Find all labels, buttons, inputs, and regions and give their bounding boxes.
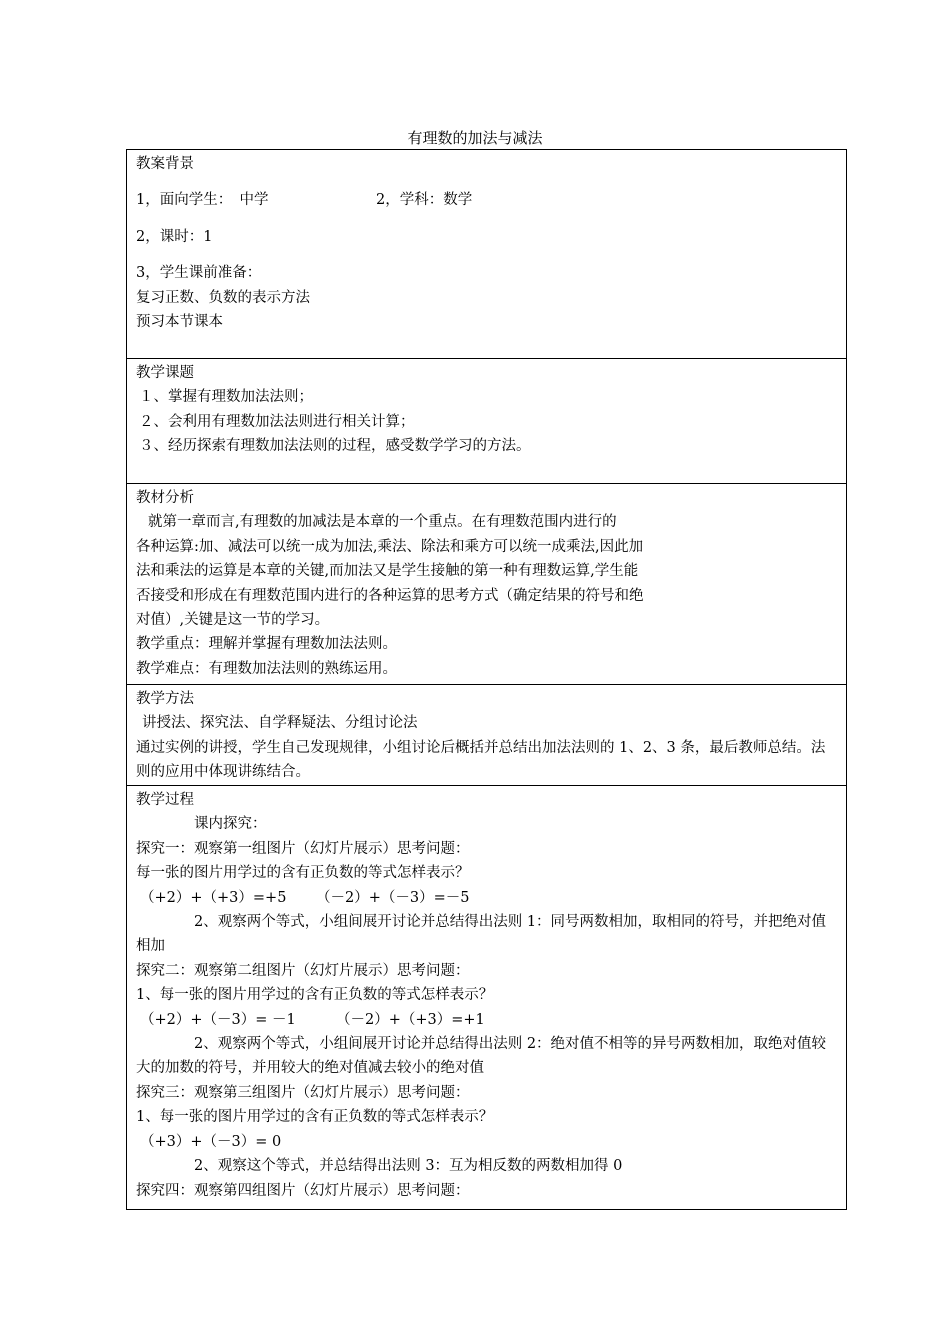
- prep-heading: 3，学生课前准备：: [136, 265, 262, 282]
- process-intro: 课内探究：: [194, 816, 267, 833]
- topic-item: ３、经历探索有理数加法法则的过程，感受数学学习的方法。: [139, 438, 531, 455]
- analysis-line: 否接受和形成在有理数范围内进行的各种运算的思考方式（确定结果的符号和绝: [136, 587, 644, 604]
- topic-item: １、掌握有理数加法法则；: [139, 389, 313, 406]
- equation: （+3）+（－3）= 0: [140, 1133, 282, 1150]
- section-heading: 教学方法: [136, 691, 194, 707]
- explore-question: 每一张的图片用学过的含有正负数的等式怎样表示？: [136, 865, 470, 882]
- section-topic: [127, 358, 846, 483]
- prep-item: 复习正数、负数的表示方法: [136, 289, 310, 306]
- subject: 2，学科：数学: [376, 192, 473, 209]
- method-list: 讲授法、探究法、自学释疑法、分组讨论法: [142, 715, 418, 732]
- analysis-line: 就第一章而言,有理数的加减法是本章的一个重点。在有理数范围内进行的: [148, 514, 617, 531]
- explore-title: 探究一：观察第一组图片（幻灯片展示）思考问题：: [136, 840, 470, 857]
- method-description: 通过实例的讲授，学生自己发现规律，小组讨论后概括并总结出加法法则的 1、2、3 条，最后教师总结。法则的应用中体现讲练结合。: [136, 739, 826, 781]
- section-heading: 教材分析: [136, 490, 194, 506]
- explore-rule: 2、观察两个等式，小组间展开讨论并总结得出法则 2：绝对值不相等的异号两数相加，取绝对值较大的加数的符号，并用较大的绝对值减去较小的绝对值: [136, 1036, 827, 1077]
- section-heading: 教案背景: [136, 156, 194, 172]
- prep-item: 预习本节课本: [136, 314, 223, 331]
- page-title: 有理数的加法与减法: [407, 129, 543, 147]
- explore-rule: 2、观察这个等式，并总结得出法则 3：互为相反数的两数相加得 0: [194, 1158, 623, 1175]
- equation: （－2）+（+3）=+1: [336, 1011, 485, 1028]
- section-heading: 教学课题: [136, 365, 194, 381]
- section-method: [127, 684, 846, 785]
- equation: （+2）+（+3）=+5: [140, 889, 287, 906]
- difficulty: 教学难点：有理数加法法则的熟练运用。: [136, 660, 397, 677]
- section-analysis: [127, 483, 846, 684]
- explore-question: 1、每一张的图片用学过的含有正负数的等式怎样表示？: [136, 1109, 494, 1126]
- explore-title: 探究四：观察第四组图片（幻灯片展示）思考问题：: [136, 1182, 470, 1199]
- key-point: 教学重点：理解并掌握有理数加法法则。: [136, 636, 397, 653]
- section-heading: 教学过程: [136, 792, 194, 808]
- topic-item: ２、会利用有理数加法法则进行相关计算；: [139, 413, 415, 430]
- explore-rule: 2、观察两个等式，小组间展开讨论并总结得出法则 1：同号两数相加，取相同的符号，并把绝对值相加: [136, 914, 827, 955]
- analysis-line: 法和乘法的运算是本章的关键,而加法又是学生接触的第一种有理数运算,学生能: [136, 563, 639, 580]
- analysis-line: 各种运算:加、减法可以统一成为加法,乘法、除法和乘方可以统一成乘法,因此加: [136, 538, 644, 555]
- section-background: [127, 150, 846, 358]
- explore-title: 探究二：观察第二组图片（幻灯片展示）思考问题：: [136, 962, 470, 979]
- equation: （+2）+（－3）= －1: [140, 1011, 296, 1028]
- explore-question: 1、每一张的图片用学过的含有正负数的等式怎样表示？: [136, 987, 494, 1004]
- section-process: [127, 785, 846, 1209]
- explore-title: 探究三：观察第三组图片（幻灯片展示）思考问题：: [136, 1084, 470, 1101]
- target-students: 1，面向学生： 中学: [136, 192, 269, 209]
- periods: 2，课时：1: [136, 228, 213, 245]
- lesson-plan-table: [126, 149, 847, 1210]
- analysis-line: 对值）,关键是这一节的学习。: [136, 612, 330, 629]
- equation: （－2）+（－3）=－5: [316, 889, 470, 906]
